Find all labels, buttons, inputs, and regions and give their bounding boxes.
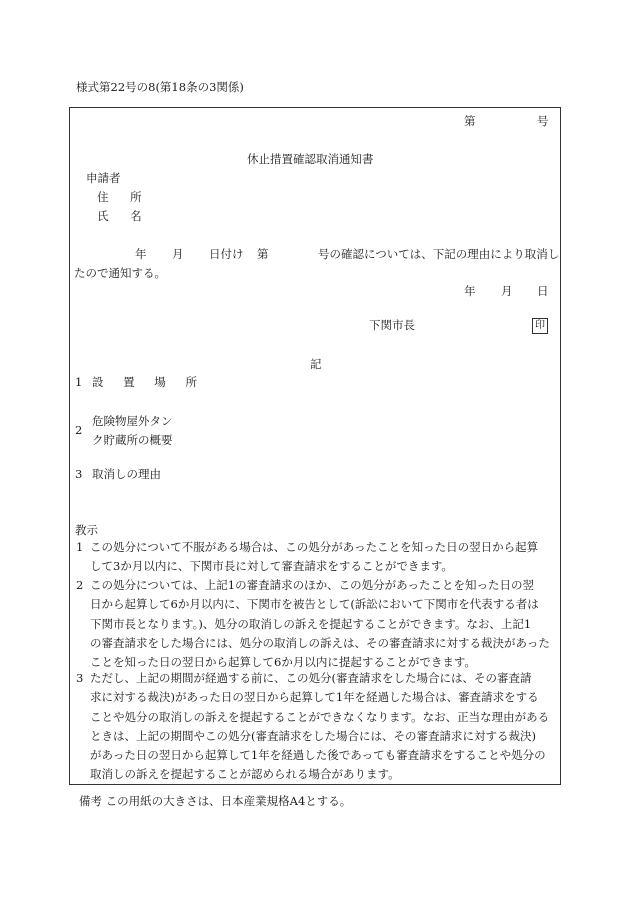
instruction-1-number: 1 [76, 540, 84, 554]
instruction-heading: 教示 [75, 523, 98, 537]
instruction-3-line: ときは、上記の期間やこの処分(審査請求をした場合には、その審査請求に対する裁決) [90, 728, 536, 743]
item-1-label: 設 置 場 所 [92, 375, 205, 389]
form-number: 様式第22号の8(第18条の3関係) [76, 80, 244, 94]
applicant-label: 申請者 [86, 171, 121, 185]
instruction-1-line: この処分について不服がある場合は、この処分があったことを知った日の翌日から起算 [90, 540, 539, 554]
address-label: 住 所 [97, 190, 151, 204]
item-2-number: 2 [75, 423, 83, 437]
item-2-label-line1: 危険物屋外タン [92, 414, 173, 428]
issuer-name: 下関市長 [369, 318, 415, 332]
document-number-prefix: 第 [464, 114, 476, 128]
instruction-3-line: があった日の翌日から起算して1年を経過した後であっても審査請求をすることや処分の [90, 748, 546, 763]
issue-year: 年 [464, 284, 476, 298]
name-label: 氏 名 [97, 209, 151, 223]
instruction-2-line: 日から起算して6か月以内に、下関市を被告として(訴訟において下関市を代表する者は [90, 597, 539, 612]
instruction-3-number: 3 [76, 671, 84, 685]
body-number-prefix: 第 [257, 247, 269, 261]
document-number-suffix: 号 [537, 114, 549, 128]
item-3-label: 取消しの理由 [92, 467, 161, 481]
instruction-3-line: ただし、上記の期間が経過する前に、この処分(審査請求をした場合には、その審査請 [90, 671, 532, 685]
body-date-year: 年 [135, 247, 147, 261]
instruction-paragraph-1 [76, 538, 538, 577]
instruction-2-line: の審査請求をした場合には、処分の取消しの訴えは、その審査請求に対する裁決があった [90, 635, 550, 650]
body-line2: たので通知する。 [74, 266, 166, 280]
instruction-2-line: ことを知った日の翌日から起算して6か月以内に提起することができます。 [90, 655, 476, 670]
instruction-2-line: この処分については、上記1の審査請求のほか、この処分があったことを知った日の翌 [90, 578, 534, 592]
ki-heading: 記 [310, 357, 322, 371]
instruction-1-line: して3か月以内に、下関市長に対して審査請求をすることができます。 [90, 559, 453, 574]
body-line1: 号の確認については、下記の理由により取消し [318, 247, 560, 261]
instruction-3-line: ことや処分の取消しの訴えを提起することができなくなります。なお、正当な理由がある [90, 709, 550, 724]
instruction-paragraph-3 [76, 669, 549, 785]
document-title: 休止措置確認取消通知書 [247, 152, 374, 166]
item-1-number: 1 [75, 375, 83, 389]
body-date-day: 日付け [209, 247, 244, 261]
item-2-label-line2: ク貯蔵所の概要 [92, 433, 173, 447]
instruction-3-line: 取消しの訴えを提起することが認められる場合があります。 [90, 767, 400, 782]
issue-day: 日 [537, 284, 549, 298]
instruction-3-line: 求に対する裁決)があった日の翌日から起算して1年を経過した場合は、審査請求をする [90, 690, 539, 705]
instruction-2-number: 2 [76, 578, 84, 592]
instruction-2-line: 下関市長となります。)、処分の取消しの訴えを提起することができます。なお、上記1 [90, 616, 532, 631]
issue-month: 月 [501, 284, 513, 298]
remark: 備考 この用紙の大きさは、日本産業規格A4とする。 [79, 794, 352, 808]
item-3-number: 3 [75, 467, 83, 481]
body-date-month: 月 [172, 247, 184, 261]
seal-mark: 印 [532, 318, 548, 334]
instruction-paragraph-2 [76, 576, 550, 672]
